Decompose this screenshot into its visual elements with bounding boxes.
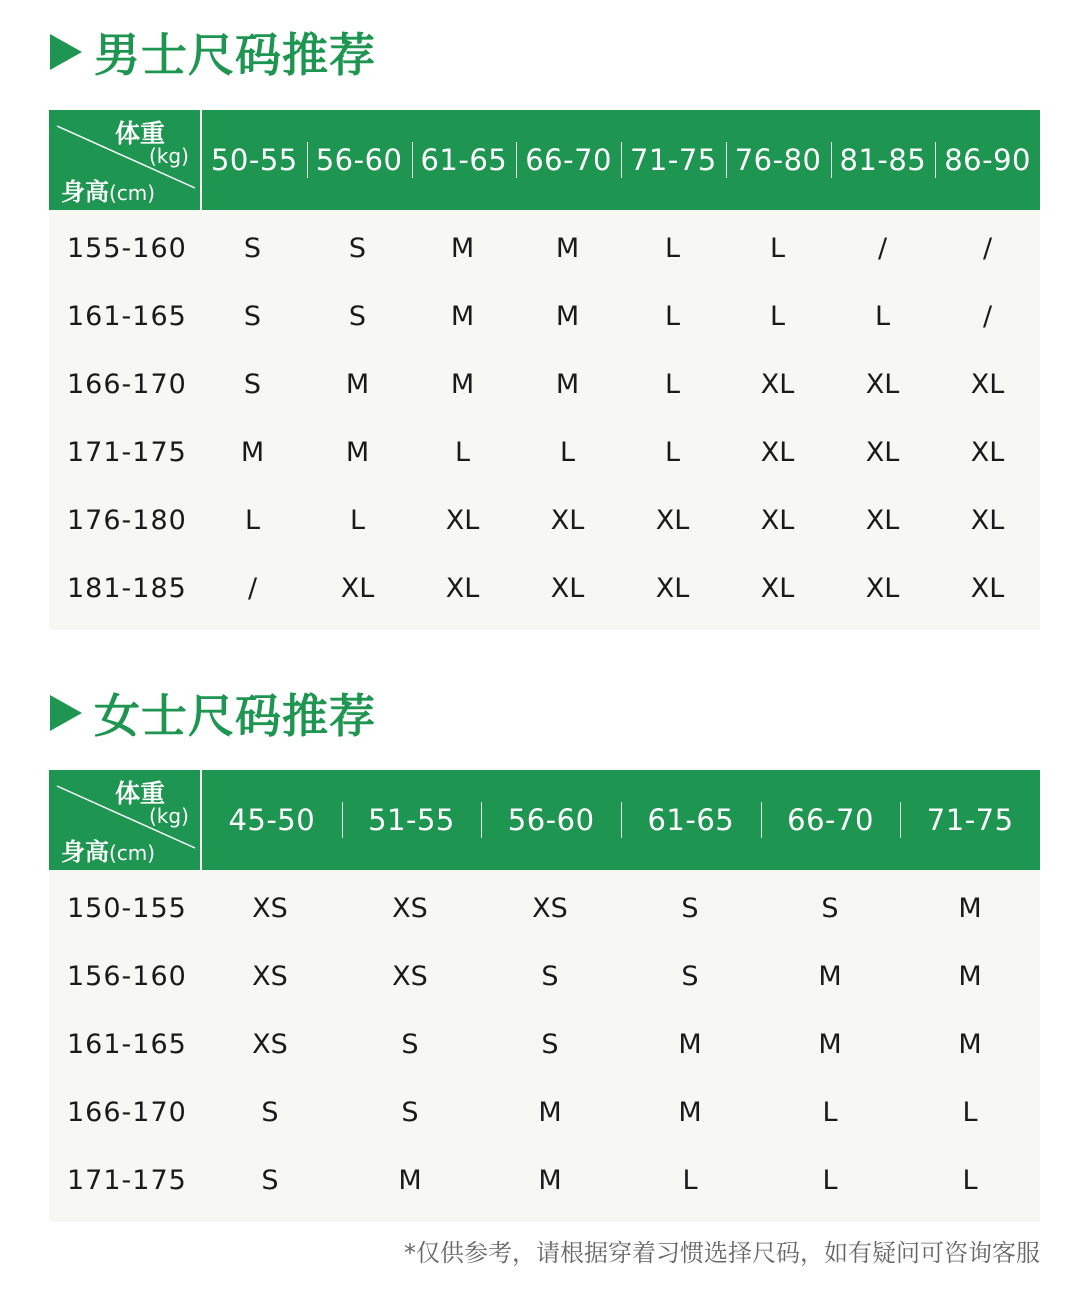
- size-cell: S: [348, 232, 367, 264]
- size-cell: XL: [970, 436, 1005, 468]
- size-cell: M: [678, 1028, 702, 1060]
- column-header: 66-70: [516, 143, 621, 177]
- men-weight-columns: [202, 110, 1040, 210]
- table-row: [49, 486, 1040, 554]
- men-table-header: [49, 110, 1040, 210]
- size-cell: XS: [532, 892, 568, 924]
- size-cell: /: [247, 572, 258, 604]
- height-range-label: 176-180: [67, 504, 187, 536]
- table-row: [49, 1010, 1040, 1078]
- column-header: 56-60: [307, 143, 412, 177]
- size-cell: S: [348, 300, 367, 332]
- size-cell: L: [962, 1164, 978, 1196]
- size-cell: XS: [392, 960, 428, 992]
- size-cell: M: [958, 1028, 982, 1060]
- size-cell: XL: [550, 572, 585, 604]
- size-cell: S: [261, 1096, 279, 1128]
- height-range-label: 156-160: [67, 960, 187, 992]
- column-header: 51-55: [342, 803, 482, 837]
- size-cell: L: [664, 232, 681, 264]
- men-size-table: [49, 110, 1040, 630]
- size-cell: XL: [550, 504, 585, 536]
- men-section-title: [50, 22, 376, 82]
- size-cell: S: [243, 368, 262, 400]
- column-header: 66-70: [761, 803, 901, 837]
- column-header: 86-90: [935, 143, 1040, 177]
- size-cell: L: [769, 300, 786, 332]
- play-triangle-icon: [50, 695, 82, 731]
- size-cell: XL: [865, 436, 900, 468]
- size-cell: S: [541, 960, 559, 992]
- height-range-label: 161-165: [67, 1028, 187, 1060]
- table-row: [49, 350, 1040, 418]
- size-cell: L: [664, 300, 681, 332]
- size-cell: XL: [445, 504, 480, 536]
- size-cell: XL: [445, 572, 480, 604]
- size-cell: L: [664, 368, 681, 400]
- column-header: 81-85: [831, 143, 936, 177]
- table-row: [49, 1078, 1040, 1146]
- men-corner-cell: [49, 110, 202, 210]
- disclaimer-note: *仅供参考，请根据穿着习惯选择尺码，如有疑问可咨询客服: [404, 1239, 1040, 1267]
- column-header: 71-75: [621, 143, 726, 177]
- size-cell: M: [678, 1096, 702, 1128]
- women-table-body: [49, 874, 1040, 1214]
- size-cell: S: [243, 232, 262, 264]
- weight-unit: (kg): [149, 144, 189, 168]
- size-cell: L: [664, 436, 681, 468]
- weight-label: 体重: [115, 119, 166, 148]
- size-cell: XL: [760, 436, 795, 468]
- table-row: [49, 942, 1040, 1010]
- size-cell: XS: [392, 892, 428, 924]
- size-cell: M: [818, 960, 842, 992]
- size-cell: S: [681, 960, 699, 992]
- size-cell: L: [559, 436, 576, 468]
- women-weight-columns: [202, 770, 1040, 870]
- size-cell: L: [822, 1096, 838, 1128]
- size-cell: XL: [655, 572, 690, 604]
- size-cell: M: [450, 232, 475, 264]
- size-cell: M: [555, 368, 580, 400]
- size-cell: M: [555, 300, 580, 332]
- size-cell: XL: [760, 572, 795, 604]
- column-header: 56-60: [481, 803, 621, 837]
- table-row: [49, 282, 1040, 350]
- size-cell: S: [681, 892, 699, 924]
- size-cell: M: [958, 960, 982, 992]
- size-cell: /: [982, 232, 993, 264]
- size-cell: XL: [970, 368, 1005, 400]
- size-cell: M: [450, 300, 475, 332]
- size-cell: XL: [865, 572, 900, 604]
- column-header: 61-65: [621, 803, 761, 837]
- weight-label: 体重: [115, 779, 166, 808]
- size-cell: M: [555, 232, 580, 264]
- table-row: [49, 214, 1040, 282]
- size-cell: M: [538, 1164, 562, 1196]
- table-row: [49, 554, 1040, 622]
- height-range-label: 155-160: [67, 232, 187, 264]
- size-cell: M: [345, 436, 370, 468]
- height-label: 身高(cm): [61, 178, 156, 206]
- height-range-label: 166-170: [67, 1096, 187, 1128]
- table-row: [49, 418, 1040, 486]
- column-header: 50-55: [210, 143, 298, 177]
- size-cell: L: [454, 436, 471, 468]
- size-cell: XL: [340, 572, 375, 604]
- size-cell: S: [541, 1028, 559, 1060]
- size-cell: M: [398, 1164, 422, 1196]
- size-cell: S: [243, 300, 262, 332]
- size-cell: M: [240, 436, 265, 468]
- play-triangle-icon: [50, 34, 82, 70]
- women-table-header: [49, 770, 1040, 870]
- height-range-label: 181-185: [67, 572, 187, 604]
- height-range-label: 161-165: [67, 300, 187, 332]
- size-cell: XL: [865, 504, 900, 536]
- size-cell: L: [244, 504, 261, 536]
- size-cell: XL: [865, 368, 900, 400]
- size-cell: XS: [252, 1028, 288, 1060]
- size-cell: XL: [760, 368, 795, 400]
- height-label: 身高(cm): [61, 838, 156, 866]
- size-cell: XL: [760, 504, 795, 536]
- women-size-table: [49, 770, 1040, 1222]
- size-cell: M: [450, 368, 475, 400]
- column-header: 45-50: [228, 803, 316, 837]
- men-table-body: [49, 214, 1040, 622]
- column-header: 76-80: [726, 143, 831, 177]
- table-row: [49, 874, 1040, 942]
- size-cell: XS: [252, 960, 288, 992]
- size-cell: XL: [970, 504, 1005, 536]
- height-range-label: 166-170: [67, 368, 187, 400]
- column-header: 61-65: [412, 143, 517, 177]
- height-range-label: 171-175: [67, 1164, 187, 1196]
- size-cell: L: [349, 504, 366, 536]
- size-cell: XL: [655, 504, 690, 536]
- column-header: 71-75: [900, 803, 1040, 837]
- size-cell: /: [877, 232, 888, 264]
- size-cell: S: [401, 1028, 419, 1060]
- size-cell: S: [821, 892, 839, 924]
- size-cell: XL: [970, 572, 1005, 604]
- size-cell: /: [982, 300, 993, 332]
- size-cell: L: [682, 1164, 698, 1196]
- women-corner-cell: [49, 770, 202, 870]
- height-range-label: 150-155: [67, 892, 187, 924]
- size-cell: S: [261, 1164, 279, 1196]
- size-cell: M: [818, 1028, 842, 1060]
- size-cell: M: [345, 368, 370, 400]
- size-cell: L: [874, 300, 891, 332]
- size-cell: M: [538, 1096, 562, 1128]
- size-cell: L: [822, 1164, 838, 1196]
- height-range-label: 171-175: [67, 436, 187, 468]
- size-cell: S: [401, 1096, 419, 1128]
- size-cell: L: [962, 1096, 978, 1128]
- women-section-title: [50, 683, 376, 743]
- size-cell: L: [769, 232, 786, 264]
- weight-unit: (kg): [149, 804, 189, 828]
- women-title: 女士尺码推荐: [94, 689, 376, 743]
- table-row: [49, 1146, 1040, 1214]
- size-cell: M: [958, 892, 982, 924]
- men-title: 男士尺码推荐: [94, 28, 376, 82]
- size-cell: XS: [252, 892, 288, 924]
